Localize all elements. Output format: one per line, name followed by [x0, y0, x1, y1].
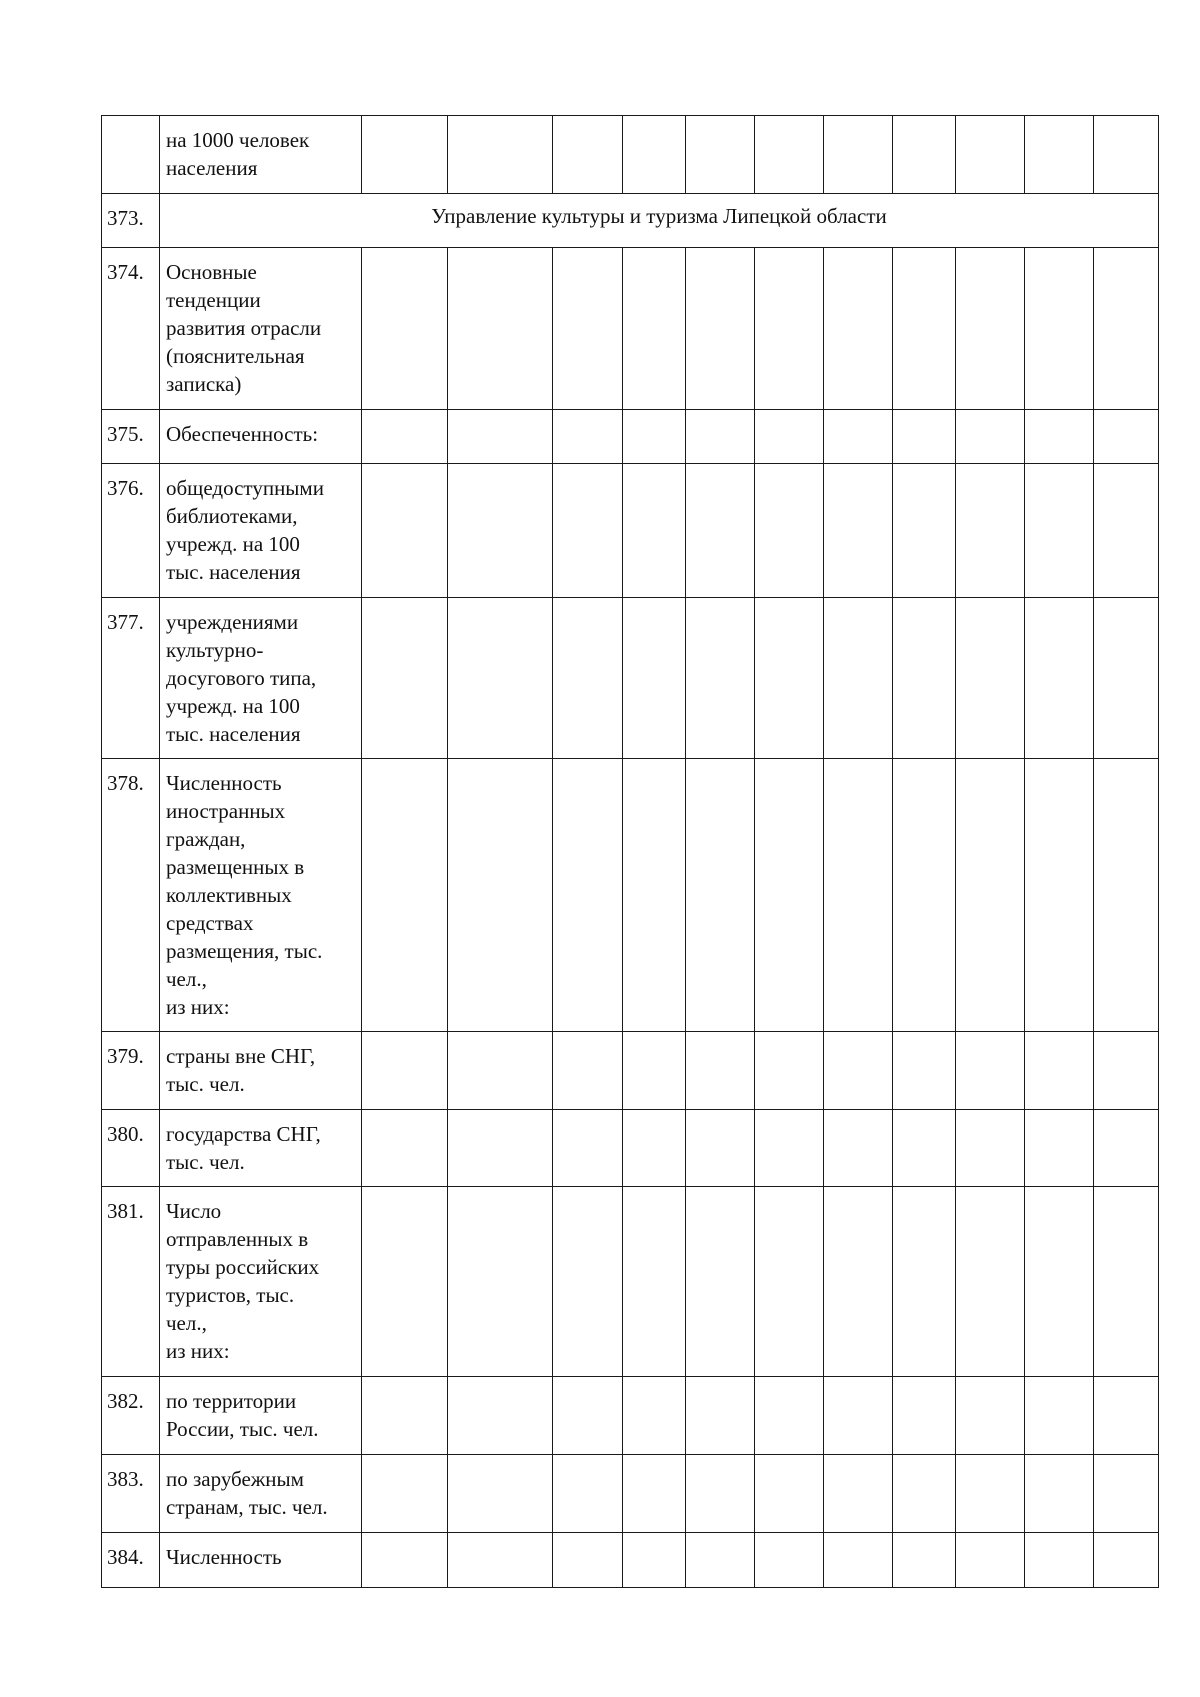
value-cell: [1094, 759, 1159, 1032]
value-cell: [755, 464, 824, 598]
value-cell: [686, 598, 755, 759]
table-row: [102, 1377, 1159, 1455]
value-cell: [956, 464, 1025, 598]
row-number: 384.: [102, 1533, 160, 1588]
value-cell: [956, 410, 1025, 464]
row-number: 374.: [102, 248, 160, 410]
value-cell: [362, 248, 448, 410]
value-cell: [623, 1110, 686, 1187]
value-cell: [362, 116, 448, 194]
row-number: 381.: [102, 1187, 160, 1377]
table-row: [102, 1455, 1159, 1533]
value-cell: [755, 1377, 824, 1455]
value-cell: [623, 1533, 686, 1588]
value-cell: [824, 410, 893, 464]
indicator-label: государства СНГ, тыс. чел.: [160, 1110, 362, 1187]
table-row: [102, 1110, 1159, 1187]
value-cell: [553, 1110, 623, 1187]
value-cell: [686, 1533, 755, 1588]
table-body: [102, 116, 1159, 1588]
value-cell: [893, 410, 956, 464]
table-row: [102, 1032, 1159, 1110]
value-cell: [956, 1187, 1025, 1377]
row-number: 383.: [102, 1455, 160, 1533]
value-cell: [893, 759, 956, 1032]
value-cell: [824, 1455, 893, 1533]
table-row: [102, 1533, 1159, 1588]
data-table: [101, 115, 1159, 1588]
row-number: 379.: [102, 1032, 160, 1110]
value-cell: [448, 759, 553, 1032]
value-cell: [362, 1377, 448, 1455]
value-cell: [893, 1110, 956, 1187]
value-cell: [824, 1533, 893, 1588]
value-cell: [956, 759, 1025, 1032]
value-cell: [956, 248, 1025, 410]
value-cell: [362, 759, 448, 1032]
value-cell: [1094, 1533, 1159, 1588]
value-cell: [755, 1187, 824, 1377]
indicator-label: Обеспеченность:: [160, 410, 362, 464]
value-cell: [686, 759, 755, 1032]
indicator-label: учреждениями культурно- досугового типа, учрежд. на 100 тыс. населения: [160, 598, 362, 759]
value-cell: [553, 1377, 623, 1455]
indicator-label: Численность иностранных граждан, размещенных в коллективных средствах размещения, тыс. чел., из них:: [160, 759, 362, 1032]
value-cell: [824, 116, 893, 194]
table-row: [102, 464, 1159, 598]
value-cell: [1094, 1110, 1159, 1187]
value-cell: [686, 1455, 755, 1533]
value-cell: [1094, 1032, 1159, 1110]
value-cell: [623, 1187, 686, 1377]
value-cell: [623, 248, 686, 410]
value-cell: [448, 1455, 553, 1533]
value-cell: [362, 410, 448, 464]
value-cell: [1094, 598, 1159, 759]
value-cell: [893, 1455, 956, 1533]
row-number: 378.: [102, 759, 160, 1032]
value-cell: [362, 1455, 448, 1533]
value-cell: [893, 1187, 956, 1377]
value-cell: [1025, 1377, 1094, 1455]
value-cell: [956, 116, 1025, 194]
value-cell: [1094, 410, 1159, 464]
value-cell: [362, 598, 448, 759]
value-cell: [755, 1032, 824, 1110]
value-cell: [362, 1032, 448, 1110]
value-cell: [824, 1032, 893, 1110]
value-cell: [893, 116, 956, 194]
value-cell: [755, 248, 824, 410]
value-cell: [553, 1455, 623, 1533]
value-cell: [448, 410, 553, 464]
value-cell: [755, 1533, 824, 1588]
value-cell: [362, 464, 448, 598]
value-cell: [553, 410, 623, 464]
table-row: [102, 1187, 1159, 1377]
value-cell: [448, 116, 553, 194]
row-number: 373.: [102, 194, 160, 248]
value-cell: [755, 116, 824, 194]
indicator-label: по территории России, тыс. чел.: [160, 1377, 362, 1455]
value-cell: [553, 598, 623, 759]
value-cell: [956, 1377, 1025, 1455]
value-cell: [956, 1110, 1025, 1187]
row-number: 376.: [102, 464, 160, 598]
value-cell: [755, 1455, 824, 1533]
value-cell: [623, 1455, 686, 1533]
value-cell: [553, 1032, 623, 1110]
value-cell: [1025, 464, 1094, 598]
value-cell: [623, 1377, 686, 1455]
value-cell: [893, 1032, 956, 1110]
table-row: [102, 116, 1159, 194]
indicator-label: на 1000 человек населения: [160, 116, 362, 194]
value-cell: [755, 759, 824, 1032]
value-cell: [755, 1110, 824, 1187]
value-cell: [362, 1110, 448, 1187]
table-row: [102, 194, 1159, 248]
value-cell: [448, 1110, 553, 1187]
value-cell: [755, 410, 824, 464]
value-cell: [1025, 1533, 1094, 1588]
value-cell: [686, 410, 755, 464]
value-cell: [623, 116, 686, 194]
value-cell: [448, 464, 553, 598]
value-cell: [1025, 759, 1094, 1032]
indicator-label: по зарубежным странам, тыс. чел.: [160, 1455, 362, 1533]
table-row: [102, 410, 1159, 464]
value-cell: [893, 1533, 956, 1588]
value-cell: [623, 464, 686, 598]
row-number: 382.: [102, 1377, 160, 1455]
value-cell: [1025, 1032, 1094, 1110]
value-cell: [956, 1533, 1025, 1588]
row-number: 377.: [102, 598, 160, 759]
value-cell: [1025, 1455, 1094, 1533]
value-cell: [623, 598, 686, 759]
value-cell: [553, 116, 623, 194]
value-cell: [1025, 1187, 1094, 1377]
table-row: [102, 248, 1159, 410]
value-cell: [686, 116, 755, 194]
value-cell: [686, 1032, 755, 1110]
value-cell: [448, 1187, 553, 1377]
value-cell: [824, 1377, 893, 1455]
value-cell: [362, 1187, 448, 1377]
value-cell: [956, 1032, 1025, 1110]
value-cell: [824, 248, 893, 410]
value-cell: [623, 1032, 686, 1110]
value-cell: [1025, 116, 1094, 194]
value-cell: [553, 759, 623, 1032]
value-cell: [824, 1187, 893, 1377]
value-cell: [686, 248, 755, 410]
value-cell: [1025, 410, 1094, 464]
value-cell: [893, 248, 956, 410]
value-cell: [686, 1377, 755, 1455]
indicator-label: Основные тенденции развития отрасли (пояснительная записка): [160, 248, 362, 410]
value-cell: [448, 248, 553, 410]
row-number: 380.: [102, 1110, 160, 1187]
value-cell: [1025, 248, 1094, 410]
value-cell: [448, 1377, 553, 1455]
value-cell: [553, 464, 623, 598]
indicator-label: общедоступными библиотеками, учрежд. на 100 тыс. населения: [160, 464, 362, 598]
table-row: [102, 598, 1159, 759]
value-cell: [824, 598, 893, 759]
value-cell: [1094, 464, 1159, 598]
value-cell: [623, 410, 686, 464]
indicator-label: страны вне СНГ, тыс. чел.: [160, 1032, 362, 1110]
value-cell: [448, 1533, 553, 1588]
value-cell: [448, 598, 553, 759]
value-cell: [824, 759, 893, 1032]
value-cell: [686, 1187, 755, 1377]
value-cell: [893, 464, 956, 598]
value-cell: [686, 1110, 755, 1187]
value-cell: [1025, 1110, 1094, 1187]
value-cell: [1094, 1377, 1159, 1455]
row-number: 375.: [102, 410, 160, 464]
value-cell: [448, 1032, 553, 1110]
value-cell: [824, 464, 893, 598]
indicator-label: Численность: [160, 1533, 362, 1588]
section-heading: Управление культуры и туризма Липецкой области: [160, 194, 1159, 248]
value-cell: [362, 1533, 448, 1588]
value-cell: [824, 1110, 893, 1187]
value-cell: [553, 1187, 623, 1377]
value-cell: [893, 598, 956, 759]
indicator-label: Число отправленных в туры российских туристов, тыс. чел., из них:: [160, 1187, 362, 1377]
value-cell: [956, 598, 1025, 759]
value-cell: [956, 1455, 1025, 1533]
value-cell: [553, 248, 623, 410]
value-cell: [1094, 248, 1159, 410]
value-cell: [686, 464, 755, 598]
table-row: [102, 759, 1159, 1032]
value-cell: [893, 1377, 956, 1455]
value-cell: [1094, 1187, 1159, 1377]
value-cell: [1094, 1455, 1159, 1533]
row-number: [102, 116, 160, 194]
value-cell: [623, 759, 686, 1032]
value-cell: [1094, 116, 1159, 194]
value-cell: [1025, 598, 1094, 759]
value-cell: [553, 1533, 623, 1588]
value-cell: [755, 598, 824, 759]
